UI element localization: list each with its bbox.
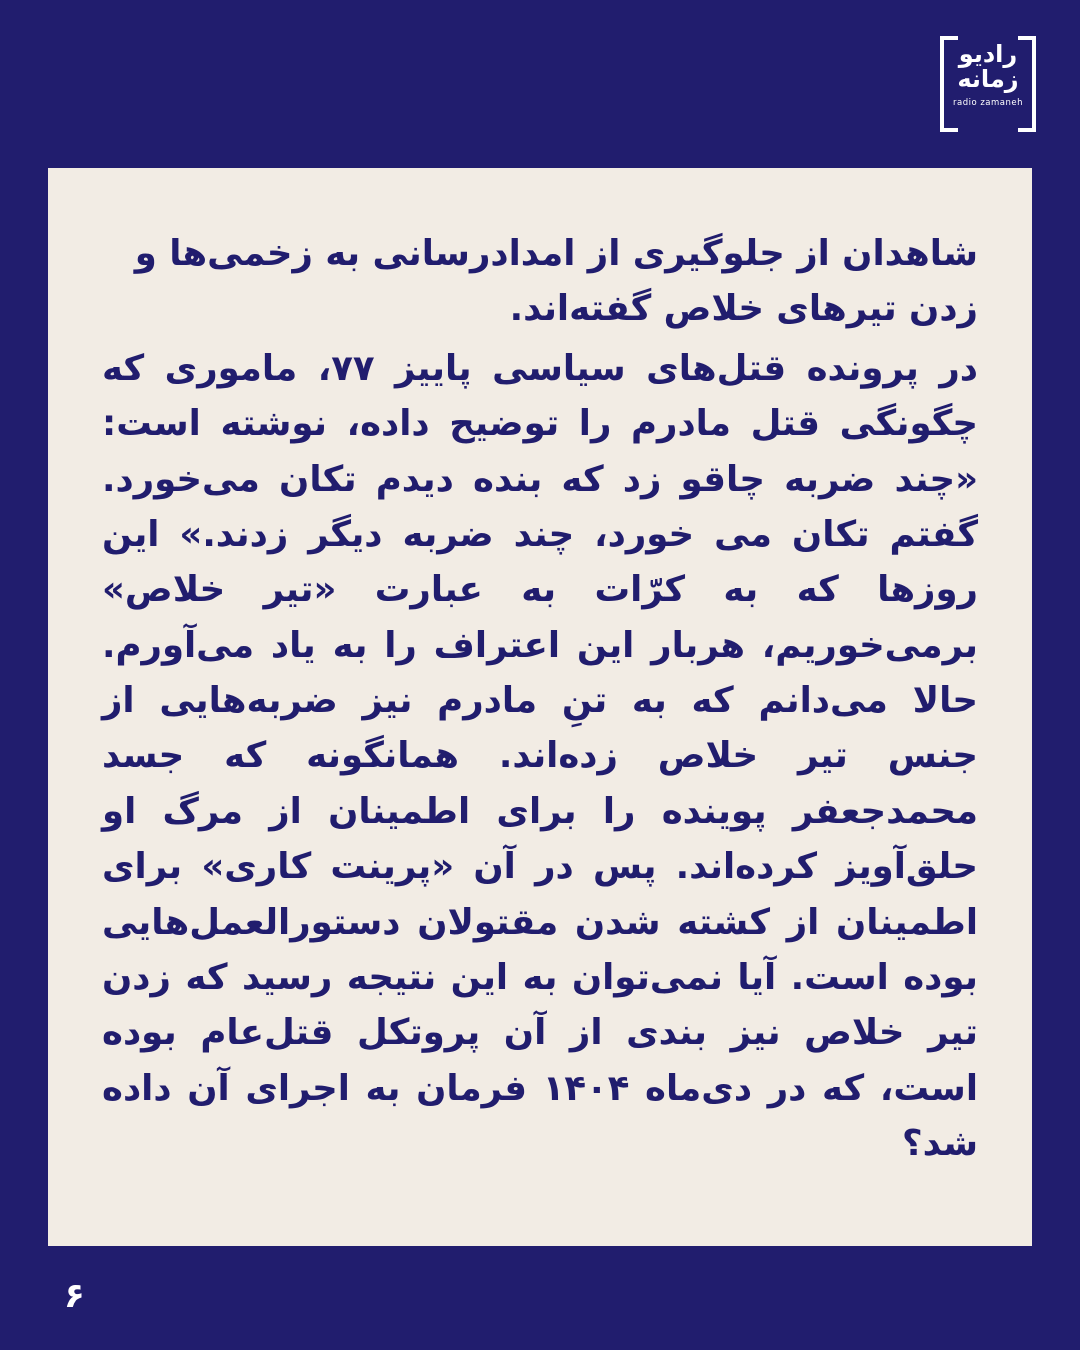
logo-bracket-frame: [940, 36, 1036, 124]
brand-logo: [940, 36, 1036, 124]
logo-latin-name: radio zamaneh: [952, 98, 1024, 109]
paragraph-body: در پرونده قتل‌های سیاسی پاییز ۷۷، ماموری که چگونگی قتل مادرم را توضیح داده، نوشته است: «چند ضربه چاقو زد که بنده دیدم تکان می‌خورد. گفتم تکان می‌ خورد، چند ضربه دیگر زدند.» این روزها که به کرّات به عبارت «تیر خلاص» برمی‌خوریم، هربار این اعتراف را به یاد می‌آورم. حالا می‌دانم که به تنِ مادرم نیز ضربه‌هایی از جنس تیر خلاص زده‌اند. همانگونه که جسد محمدجعفر پوینده را برای اطمینان از مرگ او حلق‌آویز کرده‌اند. پس در آن «پرینت کاری» برای اطمینان از کشته شدن مقتولان دستورالعمل‌هایی بوده است. آیا نمی‌توان به این نتیجه رسید که زدن تیر خلاص نیز بندی از آن پروتکل قتل‌عام بوده است، که در دی‌ماه ۱۴۰۴ فرمان به اجرای آن داده شد؟: [102, 347, 978, 1164]
logo-name-line2: زمانه: [957, 65, 1019, 94]
logo-text: [940, 42, 1036, 108]
page-number: ۶: [64, 1276, 85, 1316]
logo-name-line1: رادیو: [958, 40, 1018, 68]
content-card: [48, 168, 1032, 1246]
paragraph-intro: شاهدان از جلوگیری از امدادرسانی به زخمی‌ها و زدن تیرهای خلاص گفته‌اند.: [134, 233, 978, 330]
